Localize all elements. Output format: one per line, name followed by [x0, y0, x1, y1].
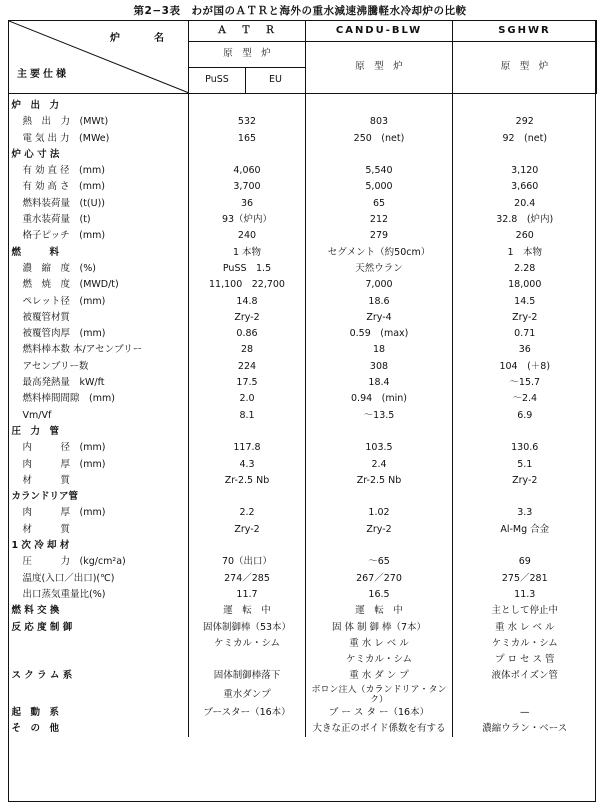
- candu-value: [306, 147, 453, 163]
- candu-value: 〜13.5: [306, 408, 453, 424]
- atr-value: [189, 721, 306, 737]
- atr-value: 固体制御棒落下: [189, 668, 306, 684]
- sghwr-value: 130.6: [511, 442, 539, 454]
- atr-value: [189, 147, 306, 163]
- sghwr-value: [453, 489, 597, 505]
- row-label: 燃料装荷量 (t(U)): [9, 196, 189, 212]
- atr-value: ケミカル・シム: [189, 636, 306, 652]
- candu-value: 5,540: [306, 163, 453, 179]
- row-label: 燃 料 交 換: [9, 603, 189, 619]
- sghwr-value: 104 (＋8): [499, 360, 551, 372]
- comparison-table: [8, 20, 597, 737]
- candu-value: 〜65: [306, 554, 453, 570]
- sghwr-value: 〜15.7: [509, 377, 541, 389]
- row-label: 重水装荷量 (t): [9, 212, 189, 228]
- reactor-name-label: 炉 名: [110, 33, 176, 44]
- row-label: 1 次 冷 却 材: [9, 538, 189, 554]
- atr-value: [189, 94, 306, 115]
- table-row: [9, 342, 597, 358]
- sghwr-value: 5.1: [517, 458, 533, 470]
- table-row: [9, 375, 597, 391]
- table-row: [9, 408, 597, 424]
- diagonal-header-cell: [9, 21, 189, 94]
- row-label: ス ク ラ ム 系: [9, 668, 189, 684]
- atr-value: 11,100 22,700: [189, 277, 306, 293]
- candu-value: [306, 94, 453, 115]
- atr-value: 11.7: [189, 587, 306, 603]
- table-row: [9, 261, 597, 277]
- candu-header: CANDU-BLW: [306, 21, 453, 42]
- table-row: [9, 212, 597, 228]
- candu-value: 103.5: [306, 440, 453, 456]
- row-label: [9, 636, 189, 652]
- atr-value: 2.2: [189, 505, 306, 521]
- candu-value: 固 体 制 御 棒（7本）: [306, 620, 453, 636]
- sghwr-value: 92 (net): [502, 132, 548, 144]
- atr-value: 4.3: [189, 457, 306, 473]
- candu-value: 18.6: [306, 294, 453, 310]
- candu-value: Zry-4: [306, 310, 453, 326]
- puss-label: PuSS: [189, 68, 246, 94]
- candu-value: 18: [306, 342, 453, 358]
- atr-value: 165: [189, 131, 306, 147]
- row-label: 炉 出 力: [9, 94, 189, 115]
- sghwr-value: [453, 538, 597, 554]
- atr-value: 28: [189, 342, 306, 358]
- table-row: [9, 310, 597, 326]
- sghwr-value: [453, 685, 597, 705]
- candu-value: ブ ー ス タ ー（16本）: [306, 705, 453, 721]
- row-label: 反 応 度 制 御: [9, 620, 189, 636]
- table-row: [9, 652, 597, 668]
- row-label: 最高発熱量 kW/ft: [9, 375, 189, 391]
- candu-value: ケミカル・シム: [306, 652, 453, 668]
- sghwr-value: 32.8 (炉内): [496, 214, 554, 226]
- table-row: [9, 571, 597, 587]
- atr-value: Zry-2: [189, 310, 306, 326]
- sghwr-value: 11.3: [514, 588, 536, 600]
- table-row: [9, 391, 597, 407]
- table-row: [9, 721, 597, 737]
- candu-value: 2.4: [306, 457, 453, 473]
- sghwr-value: 14.5: [514, 295, 536, 307]
- row-label: 肉 厚 (mm): [9, 505, 189, 521]
- sghwr-proto-label: 原 型 炉: [453, 42, 597, 94]
- sghwr-header: SGHWR: [453, 21, 597, 42]
- sghwr-value: Al-Mg 合金: [500, 523, 550, 535]
- table-row: [9, 131, 597, 147]
- row-label: 被覆管肉厚 (mm): [9, 326, 189, 342]
- row-label: 材 質: [9, 473, 189, 489]
- candu-value: 212: [306, 212, 453, 228]
- sghwr-value: Zry-2: [512, 311, 538, 323]
- row-label: 燃 焼 度 (MWD/t): [9, 277, 189, 293]
- atr-value: 4,060: [189, 163, 306, 179]
- sghwr-value: 275／281: [501, 572, 548, 584]
- table-row: [9, 603, 597, 619]
- candu-value: 18.4: [306, 375, 453, 391]
- sghwr-value: —: [520, 706, 530, 718]
- candu-value: 7,000: [306, 277, 453, 293]
- candu-value: 0.59 (max): [306, 326, 453, 342]
- row-label: Vm/Vf: [9, 408, 189, 424]
- atr-value: 1 本物: [189, 245, 306, 261]
- row-label: 濃 縮 度 (%): [9, 261, 189, 277]
- sghwr-value: 〜2.4: [512, 393, 538, 405]
- atr-value: 117.8: [189, 440, 306, 456]
- candu-value: 重 水 ダ ン プ: [306, 668, 453, 684]
- row-label: 有 効 高 さ (mm): [9, 179, 189, 195]
- candu-value: 308: [306, 359, 453, 375]
- atr-value: [189, 424, 306, 440]
- table-row: [9, 522, 597, 538]
- candu-value: [306, 538, 453, 554]
- sghwr-value: [453, 424, 597, 440]
- table-row: [9, 294, 597, 310]
- sghwr-value: 3,660: [511, 181, 539, 193]
- candu-value: 天然ウラン: [306, 261, 453, 277]
- table-row: [9, 147, 597, 163]
- table-row: [9, 326, 597, 342]
- atr-value: 70（出口）: [189, 554, 306, 570]
- candu-value: セグメント（約50cm）: [306, 245, 453, 261]
- table-row: [9, 473, 597, 489]
- sghwr-value: プ ロ セ ス 管: [494, 654, 555, 666]
- candu-value: Zry-2: [306, 522, 453, 538]
- sghwr-value: 6.9: [517, 409, 533, 421]
- candu-value: [306, 489, 453, 505]
- row-label: 格子ピッチ (mm): [9, 228, 189, 244]
- sghwr-value: 2.28: [514, 262, 536, 274]
- table-row: [9, 489, 597, 505]
- row-label: ペレット径 (mm): [9, 294, 189, 310]
- row-label: アセンブリー数: [9, 359, 189, 375]
- sghwr-value: 主として停止中: [491, 605, 558, 617]
- table-row: [9, 620, 597, 636]
- table-body: [9, 94, 597, 738]
- table-row: [9, 554, 597, 570]
- atr-value: 532: [189, 114, 306, 130]
- atr-value: ブースター（16本）: [189, 705, 306, 721]
- atr-value: 224: [189, 359, 306, 375]
- sghwr-value: 0.71: [514, 328, 536, 340]
- atr-value: [189, 652, 306, 668]
- atr-value: [189, 489, 306, 505]
- sghwr-value: 20.4: [514, 197, 536, 209]
- sghwr-value: 重 水 レ ベ ル: [494, 621, 555, 633]
- sghwr-value: [453, 147, 597, 163]
- table-row: [9, 685, 597, 705]
- sghwr-value: 260: [515, 230, 534, 242]
- atr-value: Zr-2.5 Nb: [189, 473, 306, 489]
- candu-value: 803: [306, 114, 453, 130]
- atr-value: PuSS 1.5: [189, 261, 306, 277]
- table-title: 第2−3表 わが国のＡＴＲと海外の重水減速沸騰軽水冷却炉の比較: [133, 5, 467, 17]
- main-spec-label: 主要仕様: [17, 68, 69, 80]
- table-row: [9, 440, 597, 456]
- table-row: [9, 587, 597, 603]
- atr-value: 93（炉内）: [189, 212, 306, 228]
- table-row: [9, 179, 597, 195]
- row-label: カランドリア管: [9, 489, 189, 505]
- sghwr-value: 69: [518, 556, 531, 568]
- table-row: [9, 163, 597, 179]
- sghwr-value: 292: [515, 116, 534, 128]
- table-row: [9, 636, 597, 652]
- candu-value: 16.5: [306, 587, 453, 603]
- table-header: [9, 21, 597, 94]
- candu-value: 5,000: [306, 179, 453, 195]
- atr-value: 固体制御棒（53本）: [189, 620, 306, 636]
- row-label: 燃 料: [9, 245, 189, 261]
- candu-value: 重 水 レ ベ ル: [306, 636, 453, 652]
- row-label: そ の 他: [9, 721, 189, 737]
- table-row: [9, 457, 597, 473]
- sghwr-value: 3,120: [511, 165, 539, 177]
- table-row: [9, 228, 597, 244]
- table-row: [9, 359, 597, 375]
- atr-value: 0.86: [189, 326, 306, 342]
- row-label: 燃料棒本数 本/アセンブリー: [9, 342, 189, 358]
- row-label: 燃料棒間間隙 (mm): [9, 391, 189, 407]
- candu-value: 0.94 (min): [306, 391, 453, 407]
- row-label: 材 質: [9, 522, 189, 538]
- table-row: [9, 245, 597, 261]
- atr-value: 240: [189, 228, 306, 244]
- candu-value: 267／270: [306, 571, 453, 587]
- row-label: 圧 力 (kg/cm²a): [9, 554, 189, 570]
- candu-value: 1.02: [306, 505, 453, 521]
- sghwr-value: 1 本物: [507, 246, 543, 258]
- candu-value: ボロン注入（カランドリア・タンク）: [306, 685, 453, 705]
- row-label: [9, 685, 189, 705]
- table-row: [9, 668, 597, 684]
- atr-value: [189, 538, 306, 554]
- row-label: 起 動 系: [9, 705, 189, 721]
- sghwr-value: 36: [518, 344, 531, 356]
- atr-value: 重水ダンプ: [189, 685, 306, 705]
- sghwr-value: 液体ポイズン管: [491, 670, 558, 682]
- atr-value: 36: [189, 196, 306, 212]
- table-row: [9, 705, 597, 721]
- sghwr-value: [453, 94, 597, 115]
- atr-value: 274／285: [189, 571, 306, 587]
- atr-value: 運 転 中: [189, 603, 306, 619]
- row-label: 温度(入口／出口)(℃): [9, 571, 189, 587]
- sghwr-value: 濃縮ウラン・ベース: [482, 722, 568, 734]
- table-row: [9, 114, 597, 130]
- sghwr-value: 18,000: [508, 279, 542, 291]
- sghwr-value: ケミカル・シム: [491, 637, 558, 649]
- candu-value: 65: [306, 196, 453, 212]
- row-label: 電 気 出 力 (MWe): [9, 131, 189, 147]
- atr-value: 8.1: [189, 408, 306, 424]
- eu-label: EU: [246, 68, 306, 94]
- atr-value: 14.8: [189, 294, 306, 310]
- candu-value: [306, 424, 453, 440]
- candu-value: 250 (net): [306, 131, 453, 147]
- atr-value: 17.5: [189, 375, 306, 391]
- row-label: [9, 652, 189, 668]
- atr-proto-label: 原 型 炉: [189, 42, 306, 68]
- atr-value: 3,700: [189, 179, 306, 195]
- table-row: [9, 94, 597, 115]
- row-label: 内 径 (mm): [9, 440, 189, 456]
- row-label: 出口蒸気重量比(%): [9, 587, 189, 603]
- candu-value: Zr-2.5 Nb: [306, 473, 453, 489]
- row-label: 被覆管材質: [9, 310, 189, 326]
- candu-proto-label: 原 型 炉: [306, 42, 453, 94]
- atr-value: Zry-2: [189, 522, 306, 538]
- candu-value: 運 転 中: [306, 603, 453, 619]
- candu-value: 279: [306, 228, 453, 244]
- row-label: 熱 出 力 (MWt): [9, 114, 189, 130]
- row-label: 有 効 直 径 (mm): [9, 163, 189, 179]
- table-row: [9, 424, 597, 440]
- row-label: 炉 心 寸 法: [9, 147, 189, 163]
- atr-value: 2.0: [189, 391, 306, 407]
- table-row: [9, 277, 597, 293]
- row-label: 圧 力 管: [9, 424, 189, 440]
- table-row: [9, 505, 597, 521]
- candu-value: 大きな正のボイド係数を有する: [306, 721, 453, 737]
- row-label: 肉 厚 (mm): [9, 457, 189, 473]
- atr-header: Ａ Ｔ Ｒ: [189, 21, 306, 42]
- table-row: [9, 538, 597, 554]
- sghwr-value: Zry-2: [512, 474, 538, 486]
- table-row: [9, 196, 597, 212]
- sghwr-value: 3.3: [517, 507, 533, 519]
